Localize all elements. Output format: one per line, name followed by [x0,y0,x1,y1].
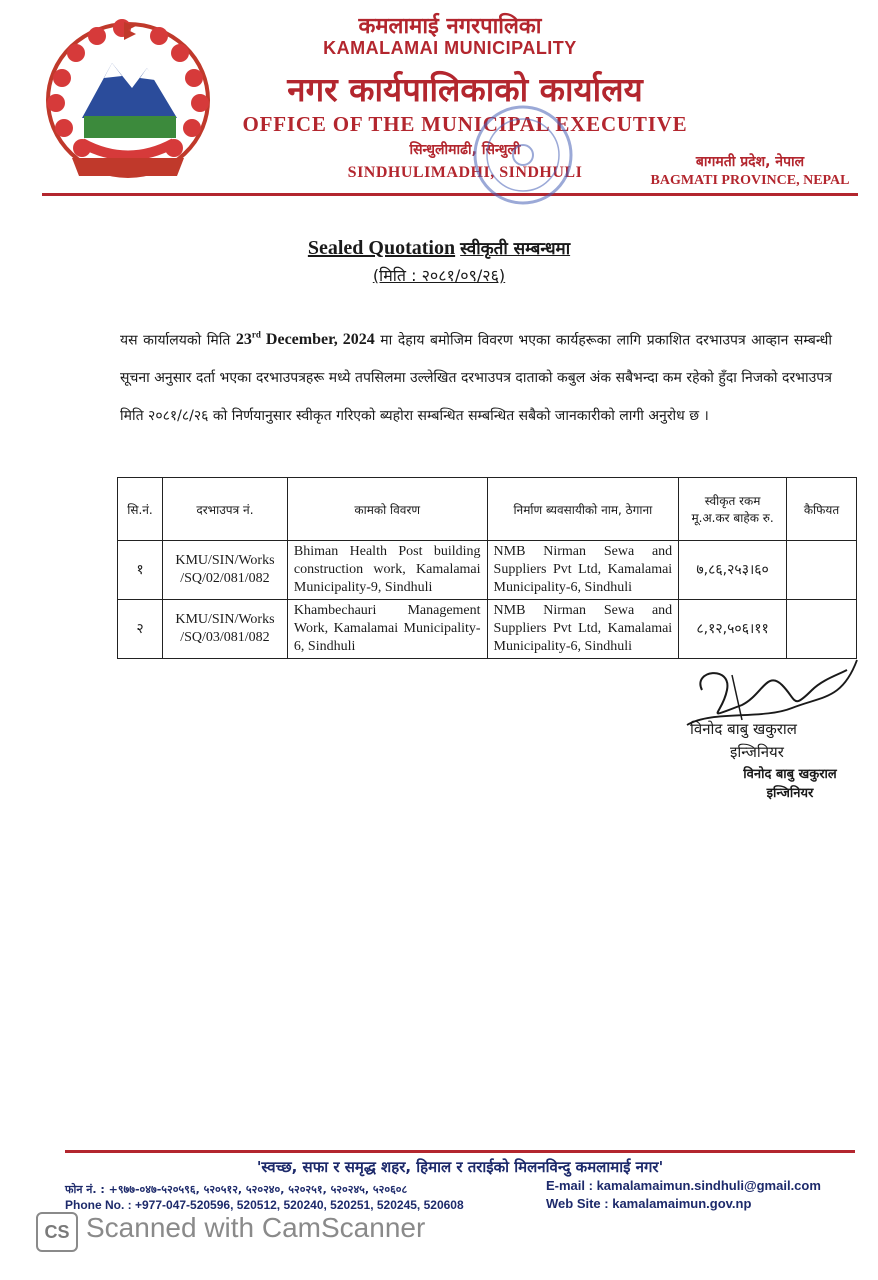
office-seal-stamp-icon [468,100,578,220]
col-header-contractor: निर्माण ब्यवसायीको नाम, ठेगाना [487,478,679,541]
cell-quotation-no: KMU/SIN/Works /SQ/02/081/082 [162,541,287,600]
document-date: (मिति : २०८१/०९/२६) [372,266,506,285]
cell-work: Bhiman Health Post building construction work, Kamalamai Municipality-9, Sindhuli [287,541,487,600]
title-np: स्वीकृती सम्बन्धमा [460,239,571,259]
cell-quotation-no: KMU/SIN/Works /SQ/03/081/082 [162,600,287,659]
cell-amount: ८,१२,५०६।११ [679,600,787,659]
place-en: SINDHULIMADHI, SINDHULI [347,164,583,181]
province-np: बागमती प्रदेश, नेपाल [695,154,805,170]
cell-contractor: NMB Nirman Sewa and Suppliers Pvt Ltd, Kamalamai Municipality-6, Sindhuli [487,541,679,600]
camscanner-logo-icon: CS [36,1212,78,1252]
office-name-en: OFFICE OF THE MUNICIPAL EXECUTIVE [242,112,688,136]
signatory-name: विनोद बाबु खकुराल [690,720,797,738]
footer-email: E-mail : kamalamaimun.sindhuli@gmail.com [546,1178,821,1193]
para-date: 23rd December, 2024 [235,330,375,349]
signatory-title: इन्जिनियर [730,743,784,761]
header-rule [42,193,858,196]
footer-slogan: 'स्वच्छ, सफा र समृद्ध शहर, हिमाल र तराईको मिलनविन्दु कमलामाई नगर' [256,1158,664,1176]
camscanner-watermark: Scanned with CamScanner [86,1212,426,1243]
col-header-work: कामको विवरण [287,478,487,541]
place-np: सिन्धुलीमाढी, सिन्धुली [409,142,521,158]
footer-website: Web Site : kamalamaimun.gov.np [546,1196,752,1211]
footer-phone-en: Phone No. : +977-047-520596, 520512, 520240, 520251, 520245, 520608 [65,1198,464,1212]
footer-rule [65,1150,855,1153]
cell-work: Khambechauri Management Work, Kamalamai Municipality-6, Sindhuli [287,600,487,659]
footer-phone-np: फोन नं. : +९७७-०४७-५२०५९६, ५२०५१२, ५२०२४०, ५२०२५१, ५२०२४५, ५२०६०८ [65,1183,408,1196]
para-after-date: मा देहाय बमोजिम विवरण भएका कार्यहरूका लागि प्रकाशित दरभाउपत्र आव्हान सम्बन्धी सूचना अनुसार दर्ता भएका दरभाउपत्रहरू मध्ये तपसिलमा उल्लेखित दरभाउपत्र दाताको कबुल अंक सबैभन्दा कम रहेको हुँदा निजको दरभाउपत्र मिति २०८१/८/२६ को निर्णयानुसार स्वीकृत गरिएको ब्यहोरा सम्बन्धित सम्बन्धित सबैको जानकारीको लागी अनुरोध छ । [120,332,832,425]
municipality-name-en: KAMALAMAI MUNICIPALITY [323,38,577,58]
cell-contractor: NMB Nirman Sewa and Suppliers Pvt Ltd, Kamalamai Municipality-6, Sindhuli [487,600,679,659]
nepal-emblem-icon [42,18,214,183]
cell-sn: १ [118,541,163,600]
cell-amount: ७,८६,२५३।६० [679,541,787,600]
col-header-amount: स्वीकृत रकम मू.अ.कर बाहेक रु. [679,478,787,541]
notice-paragraph [120,316,832,435]
title-en: Sealed Quotation [307,237,456,259]
document-title [0,236,878,260]
name-stamp: विनोद बाबु खकुराल [743,767,837,782]
col-header-quotation-no: दरभाउपत्र नं. [162,478,287,541]
col-header-sn: सि.नं. [118,478,163,541]
title-stamp: इन्जिनियर [766,786,814,801]
col-header-remarks: कैफियत [787,478,857,541]
cell-sn: २ [118,600,163,659]
quotation-table [117,477,857,659]
para-before-date: यस कार्यालयको मिति [120,332,236,349]
office-name-np: नगर कार्यपालिकाको कार्यालय [287,70,643,109]
cell-remarks [787,541,857,600]
province-en: BAGMATI PROVINCE, NEPAL [650,173,850,188]
municipality-name-np: कमलामाई नगरपालिका [358,14,542,39]
table-row [118,541,857,600]
table-header-row [118,478,857,541]
